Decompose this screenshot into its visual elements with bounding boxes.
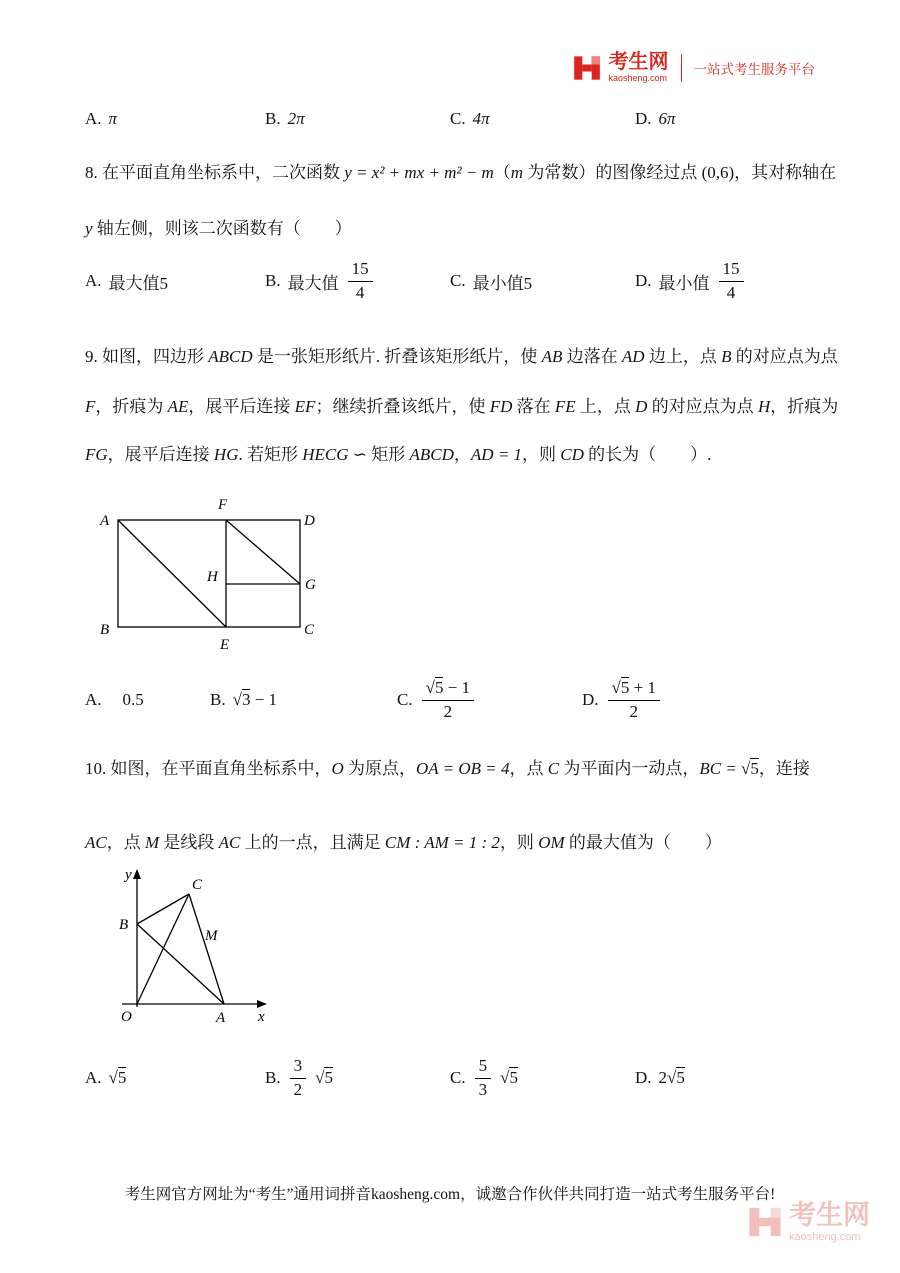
q8-option-a bbox=[85, 269, 265, 294]
q8-option-b bbox=[265, 259, 450, 302]
fraction bbox=[475, 1056, 492, 1099]
q7-option-d bbox=[635, 109, 830, 129]
fraction-numerator: 3 bbox=[290, 1056, 307, 1078]
watermark-brand: 考生网 bbox=[789, 1200, 870, 1230]
option-value: 2√5 bbox=[658, 1068, 685, 1087]
q10-text-line1: 10. 如图，在平面直角坐标系中，O 为原点，OA = OB = 4，点 C 为平面内一动点，BC = √5，连接 bbox=[85, 759, 810, 778]
option-value: 最小值5 bbox=[472, 273, 533, 293]
q9-text-line3: FG，展平后连接 HG. 若矩形 HECG ∽ 矩形 ABCD，AD = 1，则 CD 的长为（ ）. bbox=[85, 445, 712, 464]
q9-label-H: H bbox=[207, 569, 218, 585]
q9-label-C: C bbox=[304, 622, 315, 638]
q9-label-B: B bbox=[100, 622, 110, 638]
option-value: 4π bbox=[472, 109, 490, 128]
option-label: A. bbox=[85, 271, 102, 290]
fraction-denominator: 2 bbox=[293, 1079, 303, 1099]
q10-label-B: B bbox=[119, 917, 129, 933]
option-label: C. bbox=[450, 1068, 466, 1087]
footer-text: 考生网官方网址为“考生”通用词拼音kaosheng.com，诚邀合作伙伴共同打造一站式考生服务平台! bbox=[124, 1186, 776, 1203]
fraction bbox=[290, 1056, 307, 1099]
option-value: π bbox=[108, 109, 118, 128]
q7-option-a bbox=[85, 109, 265, 129]
q8-options-row bbox=[85, 256, 830, 306]
q9-option-a bbox=[85, 690, 210, 710]
fraction bbox=[608, 678, 660, 721]
option-label: A. bbox=[85, 690, 102, 709]
option-value: √5 bbox=[315, 1068, 333, 1087]
option-value: 0.5 bbox=[122, 690, 144, 709]
fraction bbox=[348, 259, 373, 302]
option-label: A. bbox=[85, 109, 102, 128]
option-value: 最大值5 bbox=[108, 273, 169, 293]
q9-text-line2: F，折痕为 AE，展平后连接 EF；继续折叠该纸片，使 FD 落在 FE 上，点 D 的对应点为点 H，折痕为 bbox=[85, 397, 839, 416]
q9-label-A: A bbox=[100, 513, 110, 529]
q10-option-c bbox=[450, 1056, 635, 1099]
option-value: √5 bbox=[500, 1068, 518, 1087]
fraction-denominator: 3 bbox=[478, 1079, 488, 1099]
q9-figure bbox=[88, 492, 338, 657]
option-label: C. bbox=[397, 690, 413, 709]
q10-label-y: y bbox=[125, 867, 132, 883]
kaosheng-logo bbox=[573, 52, 816, 83]
option-label: D. bbox=[635, 109, 652, 128]
q7-option-c bbox=[450, 109, 635, 129]
q9-option-d bbox=[582, 678, 830, 721]
option-label: D. bbox=[582, 690, 599, 709]
q10-options-row bbox=[85, 1052, 830, 1104]
q8-option-c bbox=[450, 269, 635, 294]
q7-options-row bbox=[85, 104, 830, 134]
q10-figure bbox=[92, 864, 292, 1039]
q10-label-x: x bbox=[258, 1009, 265, 1025]
q9-label-D: D bbox=[304, 513, 315, 529]
q9-label-G: G bbox=[305, 577, 316, 593]
watermark-logo-icon bbox=[748, 1205, 782, 1239]
q10-text-line2: AC，点 M 是线段 AC 上的一点，且满足 CM : AM = 1 : 2，则 OM 的最大值为（ ） bbox=[85, 833, 722, 852]
q10-option-d bbox=[635, 1068, 830, 1088]
option-label: A. bbox=[85, 1068, 102, 1087]
option-value: 最小值 bbox=[658, 273, 710, 293]
q9-label-F: F bbox=[218, 497, 228, 513]
option-label: B. bbox=[265, 109, 281, 128]
option-value: √3 − 1 bbox=[232, 690, 278, 709]
kaosheng-logo-icon bbox=[573, 54, 601, 82]
q8-text-line2: y 轴左侧，则该二次函数有（ ） bbox=[85, 219, 352, 238]
option-value: 6π bbox=[658, 109, 676, 128]
fraction-denominator: 2 bbox=[629, 701, 638, 721]
q9-option-b bbox=[210, 690, 397, 710]
option-label: D. bbox=[635, 271, 652, 290]
option-label: D. bbox=[635, 1068, 652, 1087]
watermark-logo bbox=[748, 1202, 870, 1243]
option-value: 2π bbox=[287, 109, 305, 128]
q10-label-O: O bbox=[121, 1009, 132, 1025]
option-label: B. bbox=[210, 690, 226, 709]
option-label: B. bbox=[265, 271, 281, 290]
fraction-numerator: 15 bbox=[348, 259, 373, 281]
q8-option-d bbox=[635, 259, 830, 302]
fraction-denominator: 2 bbox=[443, 701, 453, 721]
q9-options-row bbox=[85, 674, 830, 726]
fraction-numerator: 5 bbox=[475, 1056, 492, 1078]
q10-option-a bbox=[85, 1068, 265, 1088]
logo-domain: kaosheng.com bbox=[608, 73, 668, 83]
q10-label-A: A bbox=[216, 1010, 226, 1026]
fraction-denominator: 4 bbox=[355, 282, 365, 302]
q9-text-line1: 9. 如图，四边形 ABCD 是一张矩形纸片. 折叠该矩形纸片，使 AB 边落在 AD 边上，点 B 的对应点为点 bbox=[85, 347, 838, 366]
fraction-denominator: 4 bbox=[726, 282, 736, 302]
logo-brand: 考生网 bbox=[608, 51, 669, 73]
option-value: √5 bbox=[108, 1068, 127, 1087]
q9-option-c bbox=[397, 678, 582, 721]
q9-label-E: E bbox=[220, 637, 230, 653]
fraction-numerator: √5 − 1 bbox=[422, 678, 474, 700]
option-value: 最大值 bbox=[287, 273, 339, 293]
fraction-numerator: √5 + 1 bbox=[608, 678, 660, 700]
option-label: C. bbox=[450, 109, 466, 128]
watermark-text-block bbox=[789, 1202, 870, 1243]
option-label: C. bbox=[450, 271, 466, 290]
logo-divider bbox=[681, 54, 682, 82]
q10-option-b bbox=[265, 1056, 450, 1099]
fraction-numerator: 15 bbox=[719, 259, 744, 281]
watermark-domain: kaosheng.com bbox=[789, 1230, 861, 1243]
fraction bbox=[719, 259, 744, 302]
logo-text-block bbox=[609, 52, 669, 83]
q10-label-C: C bbox=[192, 877, 203, 893]
logo-tagline: 一站式考生服务平台 bbox=[693, 61, 815, 77]
q10-label-M: M bbox=[205, 928, 218, 944]
q7-option-b bbox=[265, 109, 450, 129]
q8-text-line1: 8. 在平面直角坐标系中，二次函数 y = x² + mx + m² − m（m 为常数）的图像经过点 (0,6)，其对称轴在 bbox=[85, 163, 837, 182]
option-label: B. bbox=[265, 1068, 281, 1087]
fraction bbox=[422, 678, 474, 721]
